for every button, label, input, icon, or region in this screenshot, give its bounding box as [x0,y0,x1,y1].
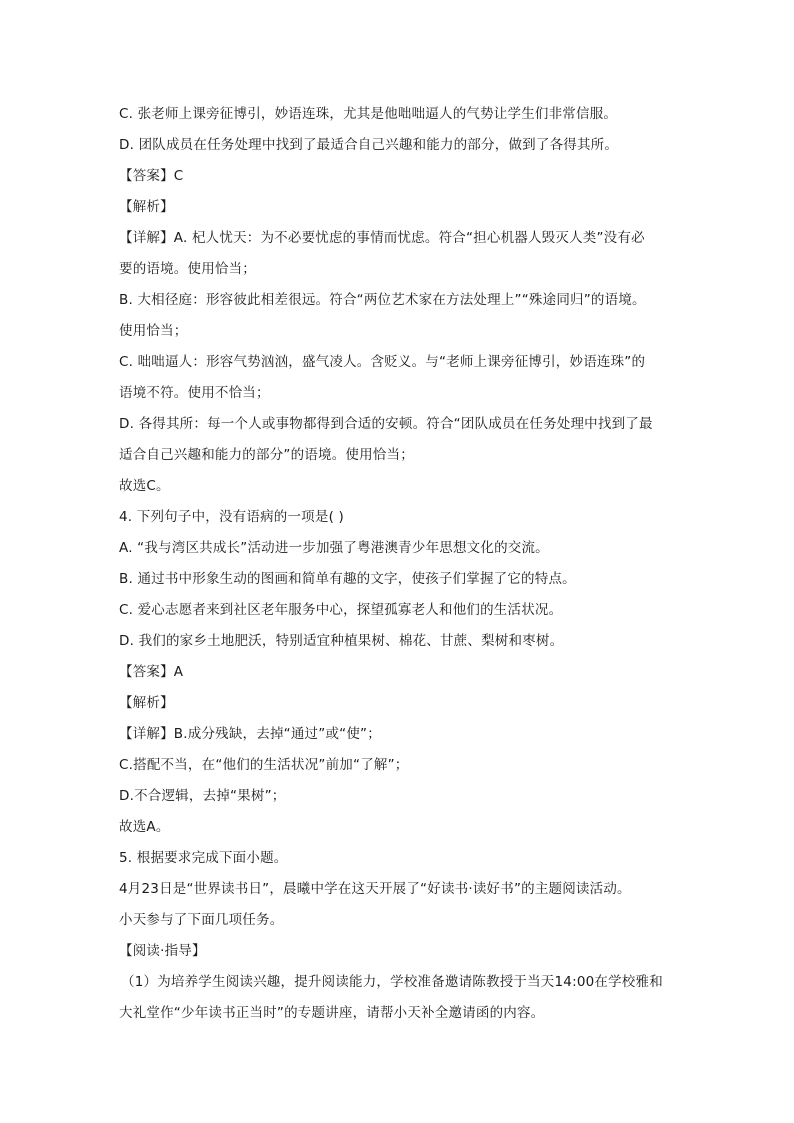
text-line: 【详解】A. 杞人忧天：为不必要忧虑的事情而忧虑。符合“担心机器人毁灭人类”没有必 [119,230,645,246]
text-line: 故选C。 [119,478,170,494]
text-line: D. 各得其所：每一个人或事物都得到合适的安顿。符合“团队成员在任务处理中找到了最 [119,416,653,432]
question-title: 4. 下列句子中，没有语病的一项是( ) [119,509,344,525]
analysis-label: 【解析】 [119,695,174,711]
section-label: 【阅读·指导】 [119,943,206,959]
text-line: D.不合逻辑，去掉“果树”； [119,788,286,804]
text-line: 使用恰当； [119,323,188,339]
document-body [119,99,679,1029]
option-line: C. 爱心志愿者来到社区老年服务中心，探望孤寡老人和他们的生活状况。 [119,602,563,618]
text-line: D. 团队成员在任务处理中找到了最适合自己兴趣和能力的部分，做到了各得其所。 [119,137,619,153]
text-line: 语境不符。使用不恰当； [119,385,270,401]
text-line: C. 张老师上课旁征博引，妙语连珠，尤其是他咄咄逼人的气势让学生们非常信服。 [119,106,618,122]
text-line: C.搭配不当，在“他们的生活状况”前加“了解”； [119,757,409,773]
answer-label: 【答案】C [119,168,184,184]
text-line: 4月23日是“世界读书日”，晨曦中学在这天开展了“好读书·读好书”的主题阅读活动。 [119,881,631,897]
option-line: D. 我们的家乡土地肥沃，特别适宜种植果树、棉花、甘蔗、梨树和枣树。 [119,633,564,649]
text-line: B. 大相径庭：形容彼此相差很远。符合“两位艺术家在方法处理上”“殊途同归”的语境。 [119,292,646,308]
text-line: 大礼堂作“少年读书正当时”的专题讲座，请帮小天补全邀请函的内容。 [119,1005,545,1021]
text-line: 小天参与了下面几项任务。 [119,912,284,928]
analysis-label: 【解析】 [119,199,174,215]
text-line: 要的语境。使用恰当； [119,261,256,277]
text-line: 适合自己兴趣和能力的部分”的语境。使用恰当； [119,447,414,463]
answer-label: 【答案】A [119,664,184,680]
text-line: 【详解】B.成分残缺，去掉“通过”或“使”； [119,726,381,742]
text-line: 故选A。 [119,819,170,835]
option-line: B. 通过书中形象生动的图画和简单有趣的文字，使孩子们掌握了它的特点。 [119,571,576,587]
text-line: C. 咄咄逼人：形容气势汹汹，盛气凌人。含贬义。与“老师上课旁征博引，妙语连珠”的 [119,354,646,370]
option-line: A. “我与湾区共成长”活动进一步加强了粤港澳青少年思想文化的交流。 [119,540,549,556]
text-line: （1）为培养学生阅读兴趣，提升阅读能力，学校准备邀请陈教授于当天14:00在学校雅和 [121,974,663,990]
question-title: 5. 根据要求完成下面小题。 [119,850,288,866]
